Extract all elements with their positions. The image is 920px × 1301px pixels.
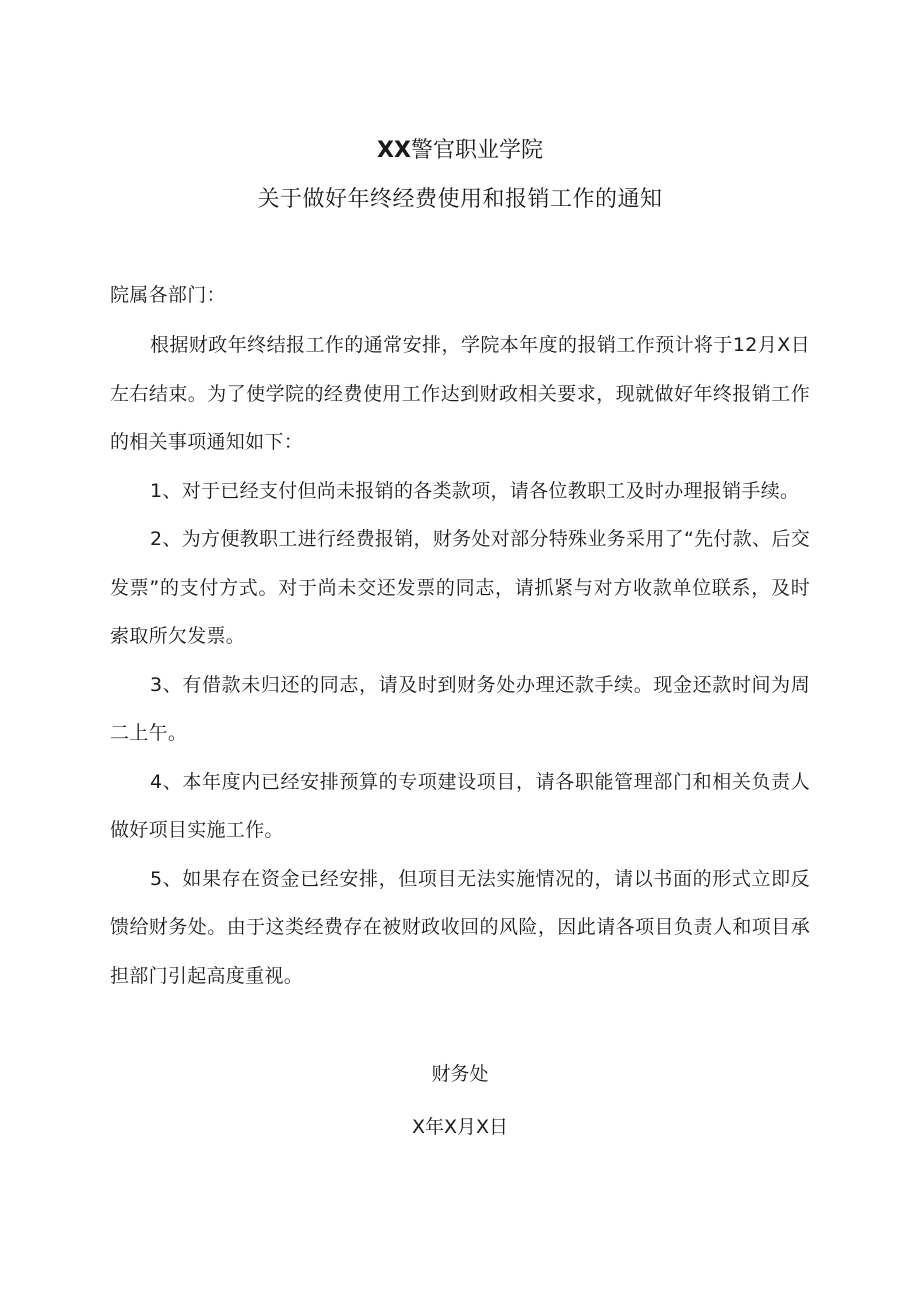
item-4-paragraph: 4、本年度内已经安排预算的专项建设项目，请各职能管理部门和相关负责人做好项目实施工作。 [110, 770, 810, 841]
title-prefix: XX [377, 138, 411, 163]
notice-body [110, 321, 810, 1000]
greeting: 院属各部门： [110, 284, 226, 306]
signature-department: 财务处 [431, 1063, 489, 1085]
document-title [0, 136, 920, 166]
item-1-paragraph: 1、对于已经支付但尚未报销的各类款项，请各位教职工及时办理报销手续。 [150, 479, 800, 502]
title-main: 警官职业学院 [410, 138, 543, 163]
item-2-paragraph: 2、为方便教职工进行经费报销，财务处对部分特殊业务采用了“先付款、后交发票”的支付方式。对于尚未交还发票的同志，请抓紧与对方收款单位联系，及时索取所欠发票。 [110, 528, 810, 647]
signature-date: X年X月X日 [411, 1116, 509, 1138]
document-subtitle: 关于做好年终经费使用和报销工作的通知 [257, 187, 663, 212]
item-5-paragraph: 5、如果存在资金已经安排，但项目无法实施情况的，请以书面的形式立即反馈给财务处。由于这类经费存在被财政收回的风险，因此请各项目负责人和项目承担部门引起高度重视。 [110, 867, 810, 987]
item-3-paragraph: 3、有借款未归还的同志，请及时到财务处办理还款手续。现金还款时间为周二上午。 [110, 673, 810, 744]
intro-paragraph: 根据财政年终结报工作的通常安排，学院本年度的报销工作预计将于12月X日左右结束。为了使学院的经费使用工作达到财政相关要求，现就做好年终报销工作的相关事项通知如下： [110, 334, 810, 453]
